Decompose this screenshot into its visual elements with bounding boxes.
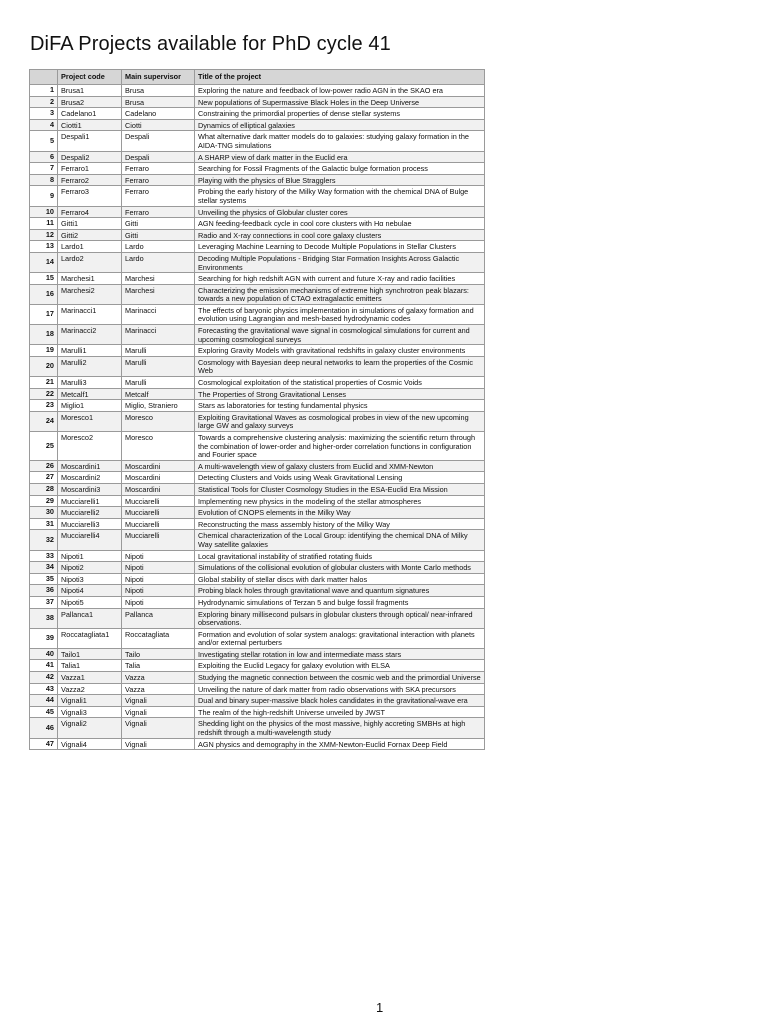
row-number: 30 <box>30 507 58 519</box>
project-title: A multi-wavelength view of galaxy clusters from Euclid and XMM-Newton <box>195 460 485 472</box>
project-code: Mucciarelli4 <box>58 530 122 550</box>
project-code: Lardo2 <box>58 252 122 272</box>
project-code: Nipoti5 <box>58 596 122 608</box>
table-row <box>30 388 485 400</box>
table-row <box>30 411 485 431</box>
project-title: Decoding Multiple Populations - Bridging Star Formation Insights Across Galactic Environments <box>195 252 485 272</box>
table-row <box>30 252 485 272</box>
project-code: Metcalf1 <box>58 388 122 400</box>
main-supervisor: Ferraro <box>122 206 195 218</box>
row-number: 12 <box>30 229 58 241</box>
project-title: Evolution of CNOPS elements in the Milky Way <box>195 507 485 519</box>
table-row <box>30 304 485 324</box>
project-code: Marchesi2 <box>58 284 122 304</box>
project-code: Nipoti2 <box>58 562 122 574</box>
row-number: 45 <box>30 706 58 718</box>
row-number: 18 <box>30 325 58 345</box>
project-title: AGN physics and demography in the XMM-Newton-Euclid Fornax Deep Field <box>195 738 485 750</box>
row-number: 42 <box>30 672 58 684</box>
project-code: Vignali2 <box>58 718 122 738</box>
project-code: Mucciarelli1 <box>58 495 122 507</box>
project-title: AGN feeding-feedback cycle in cool core clusters with Hα nebulae <box>195 218 485 230</box>
table-row <box>30 460 485 472</box>
project-code: Marulli3 <box>58 377 122 389</box>
row-number: 24 <box>30 411 58 431</box>
project-code: Vignali1 <box>58 695 122 707</box>
project-code: Ciotti1 <box>58 119 122 131</box>
project-code: Nipoti4 <box>58 585 122 597</box>
table-row <box>30 648 485 660</box>
row-number: 8 <box>30 174 58 186</box>
table-row <box>30 738 485 750</box>
table-row <box>30 377 485 389</box>
main-supervisor: Mucciarelli <box>122 530 195 550</box>
project-code: Brusa1 <box>58 85 122 97</box>
table-row <box>30 628 485 648</box>
table-row <box>30 241 485 253</box>
project-title: Cosmology with Bayesian deep neural networks to learn the properties of the Cosmic Web <box>195 356 485 376</box>
header-main-supervisor: Main supervisor <box>122 70 195 85</box>
row-number: 32 <box>30 530 58 550</box>
row-number: 11 <box>30 218 58 230</box>
project-code: Vignali3 <box>58 706 122 718</box>
project-code: Mucciarelli2 <box>58 507 122 519</box>
table-row <box>30 585 485 597</box>
project-title: Unveiling the physics of Globular cluster cores <box>195 206 485 218</box>
table-row <box>30 672 485 684</box>
table-row <box>30 608 485 628</box>
main-supervisor: Brusa <box>122 96 195 108</box>
project-title: Hydrodynamic simulations of Terzan 5 and bulge fossil fragments <box>195 596 485 608</box>
project-title: Statistical Tools for Cluster Cosmology Studies in the ESA-Euclid Era Mission <box>195 483 485 495</box>
row-number: 16 <box>30 284 58 304</box>
main-supervisor: Nipoti <box>122 596 195 608</box>
project-code: Talia1 <box>58 660 122 672</box>
row-number: 41 <box>30 660 58 672</box>
project-code: Moresco2 <box>58 432 122 461</box>
row-number: 4 <box>30 119 58 131</box>
project-title: Global stability of stellar discs with dark matter halos <box>195 573 485 585</box>
table-row <box>30 530 485 550</box>
row-number: 13 <box>30 241 58 253</box>
main-supervisor: Nipoti <box>122 573 195 585</box>
main-supervisor: Mucciarelli <box>122 518 195 530</box>
project-code: Marinacci1 <box>58 304 122 324</box>
project-code: Ferraro1 <box>58 163 122 175</box>
main-supervisor: Pallanca <box>122 608 195 628</box>
table-row <box>30 718 485 738</box>
table-row <box>30 206 485 218</box>
project-code: Moresco1 <box>58 411 122 431</box>
table-row <box>30 356 485 376</box>
project-code: Pallanca1 <box>58 608 122 628</box>
project-title: Dynamics of elliptical galaxies <box>195 119 485 131</box>
table-row <box>30 85 485 97</box>
page-title: DiFA Projects available for PhD cycle 41 <box>30 33 391 55</box>
main-supervisor: Vignali <box>122 718 195 738</box>
project-title: Chemical characterization of the Local Group: identifying the chemical DNA of Milky Way satellite galaxies <box>195 530 485 550</box>
row-number: 35 <box>30 573 58 585</box>
table-row <box>30 495 485 507</box>
main-supervisor: Gitti <box>122 229 195 241</box>
table-row <box>30 163 485 175</box>
table-row <box>30 660 485 672</box>
header-number <box>30 70 58 85</box>
row-number: 5 <box>30 131 58 151</box>
main-supervisor: Miglio, Straniero <box>122 400 195 412</box>
project-code: Ferraro3 <box>58 186 122 206</box>
main-supervisor: Marulli <box>122 345 195 357</box>
project-code: Ferraro4 <box>58 206 122 218</box>
row-number: 29 <box>30 495 58 507</box>
main-supervisor: Marulli <box>122 377 195 389</box>
main-supervisor: Vazza <box>122 683 195 695</box>
main-supervisor: Roccatagliata <box>122 628 195 648</box>
main-supervisor: Ferraro <box>122 174 195 186</box>
row-number: 17 <box>30 304 58 324</box>
row-number: 39 <box>30 628 58 648</box>
table-row <box>30 483 485 495</box>
project-code: Ferraro2 <box>58 174 122 186</box>
project-code: Marulli2 <box>58 356 122 376</box>
row-number: 40 <box>30 648 58 660</box>
main-supervisor: Cadelano <box>122 108 195 120</box>
project-code: Cadelano1 <box>58 108 122 120</box>
table-row <box>30 706 485 718</box>
row-number: 19 <box>30 345 58 357</box>
project-title: Stars as laboratories for testing fundamental physics <box>195 400 485 412</box>
row-number: 7 <box>30 163 58 175</box>
project-title: Unveiling the nature of dark matter from radio observations with SKA precursors <box>195 683 485 695</box>
project-title: Investigating stellar rotation in low and intermediate mass stars <box>195 648 485 660</box>
main-supervisor: Gitti <box>122 218 195 230</box>
row-number: 1 <box>30 85 58 97</box>
project-title: Detecting Clusters and Voids using Weak Gravitational Lensing <box>195 472 485 484</box>
table-header-row <box>30 70 485 85</box>
project-title: Playing with the physics of Blue Stragglers <box>195 174 485 186</box>
project-code: Moscardini3 <box>58 483 122 495</box>
project-title: Exploring the nature and feedback of low-power radio AGN in the SKAO era <box>195 85 485 97</box>
main-supervisor: Marinacci <box>122 325 195 345</box>
table-row <box>30 131 485 151</box>
project-code: Moscardini2 <box>58 472 122 484</box>
table-row <box>30 518 485 530</box>
row-number: 33 <box>30 550 58 562</box>
project-code: Mucciarelli3 <box>58 518 122 530</box>
project-code: Moscardini1 <box>58 460 122 472</box>
header-title: Title of the project <box>195 70 485 85</box>
project-code: Brusa2 <box>58 96 122 108</box>
table-row <box>30 186 485 206</box>
row-number: 14 <box>30 252 58 272</box>
project-code: Nipoti3 <box>58 573 122 585</box>
project-title: Formation and evolution of solar system analogs: gravitational interaction with planets and/or external perturbers <box>195 628 485 648</box>
main-supervisor: Mucciarelli <box>122 495 195 507</box>
table-row <box>30 550 485 562</box>
project-code: Marchesi1 <box>58 273 122 285</box>
table-row <box>30 573 485 585</box>
project-title: Towards a comprehensive clustering analysis: maximizing the scientific return through the combination of lower-order and higher-order correlation functions in configuration and Fourier space <box>195 432 485 461</box>
main-supervisor: Nipoti <box>122 585 195 597</box>
main-supervisor: Marulli <box>122 356 195 376</box>
row-number: 25 <box>30 432 58 461</box>
project-title: Exploiting the Euclid Legacy for galaxy evolution with ELSA <box>195 660 485 672</box>
project-code: Vignali4 <box>58 738 122 750</box>
table-row <box>30 400 485 412</box>
main-supervisor: Mucciarelli <box>122 507 195 519</box>
project-title: Exploiting Gravitational Waves as cosmological probes in view of the new upcoming large GW and galaxy surveys <box>195 411 485 431</box>
row-number: 9 <box>30 186 58 206</box>
row-number: 21 <box>30 377 58 389</box>
project-title: Forecasting the gravitational wave signal in cosmological simulations for current and upcoming cosmological surveys <box>195 325 485 345</box>
main-supervisor: Moscardini <box>122 483 195 495</box>
project-code: Vazza2 <box>58 683 122 695</box>
main-supervisor: Nipoti <box>122 562 195 574</box>
main-supervisor: Ciotti <box>122 119 195 131</box>
project-title: Exploring binary millisecond pulsars in globular clusters through optical/ near-infrared observations. <box>195 608 485 628</box>
project-code: Tailo1 <box>58 648 122 660</box>
row-number: 38 <box>30 608 58 628</box>
project-title: The realm of the high-redshift Universe unveiled by JWST <box>195 706 485 718</box>
table-row <box>30 596 485 608</box>
project-title: Implementing new physics in the modeling of the stellar atmospheres <box>195 495 485 507</box>
project-title: Shedding light on the physics of the most massive, highly accreting SMBHs at high redshift through a multi-wavelength study <box>195 718 485 738</box>
row-number: 2 <box>30 96 58 108</box>
header-project-code: Project code <box>58 70 122 85</box>
main-supervisor: Moresco <box>122 432 195 461</box>
row-number: 20 <box>30 356 58 376</box>
row-number: 34 <box>30 562 58 574</box>
project-code: Gitti2 <box>58 229 122 241</box>
main-supervisor: Marinacci <box>122 304 195 324</box>
main-supervisor: Moresco <box>122 411 195 431</box>
project-title: Searching for Fossil Fragments of the Galactic bulge formation process <box>195 163 485 175</box>
project-code: Gitti1 <box>58 218 122 230</box>
row-number: 28 <box>30 483 58 495</box>
row-number: 10 <box>30 206 58 218</box>
row-number: 47 <box>30 738 58 750</box>
main-supervisor: Ferraro <box>122 163 195 175</box>
project-title: Constraining the primordial properties of dense stellar systems <box>195 108 485 120</box>
project-code: Roccatagliata1 <box>58 628 122 648</box>
page-number: 1 <box>376 1000 384 1015</box>
main-supervisor: Vazza <box>122 672 195 684</box>
main-supervisor: Tailo <box>122 648 195 660</box>
project-title: The effects of baryonic physics implementation in simulations of galaxy formation and evolution using Lagrangian and mesh-based hydrodynamic codes <box>195 304 485 324</box>
project-code: Despali1 <box>58 131 122 151</box>
table-row <box>30 683 485 695</box>
project-title: The Properties of Strong Gravitational Lenses <box>195 388 485 400</box>
row-number: 44 <box>30 695 58 707</box>
table-row <box>30 108 485 120</box>
main-supervisor: Marchesi <box>122 273 195 285</box>
project-code: Despali2 <box>58 151 122 163</box>
row-number: 37 <box>30 596 58 608</box>
project-title: Probing the early history of the Milky Way formation with the chemical DNA of Bulge stellar systems <box>195 186 485 206</box>
row-number: 26 <box>30 460 58 472</box>
project-title: Exploring Gravity Models with gravitational redshifts in galaxy cluster environments <box>195 345 485 357</box>
project-code: Marulli1 <box>58 345 122 357</box>
table-row <box>30 273 485 285</box>
main-supervisor: Brusa <box>122 85 195 97</box>
main-supervisor: Nipoti <box>122 550 195 562</box>
project-title: Simulations of the collisional evolution of globular clusters with Monte Carlo methods <box>195 562 485 574</box>
row-number: 36 <box>30 585 58 597</box>
project-title: Leveraging Machine Learning to Decode Multiple Populations in Stellar Clusters <box>195 241 485 253</box>
main-supervisor: Vignali <box>122 738 195 750</box>
row-number: 6 <box>30 151 58 163</box>
main-supervisor: Vignali <box>122 706 195 718</box>
project-title: Local gravitational instability of stratified rotating fluids <box>195 550 485 562</box>
main-supervisor: Vignali <box>122 695 195 707</box>
row-number: 46 <box>30 718 58 738</box>
project-title: What alternative dark matter models do to galaxies: studying galaxy formation in the AIDA-TNG simulations <box>195 131 485 151</box>
row-number: 3 <box>30 108 58 120</box>
main-supervisor: Lardo <box>122 241 195 253</box>
project-code: Lardo1 <box>58 241 122 253</box>
table-row <box>30 325 485 345</box>
table-row <box>30 345 485 357</box>
main-supervisor: Despali <box>122 131 195 151</box>
project-title: Radio and X-ray connections in cool core galaxy clusters <box>195 229 485 241</box>
project-code: Vazza1 <box>58 672 122 684</box>
main-supervisor: Moscardini <box>122 460 195 472</box>
row-number: 31 <box>30 518 58 530</box>
table-row <box>30 174 485 186</box>
table-row <box>30 472 485 484</box>
project-code: Marinacci2 <box>58 325 122 345</box>
project-code: Nipoti1 <box>58 550 122 562</box>
project-title: Reconstructing the mass assembly history of the Milky Way <box>195 518 485 530</box>
projects-table <box>29 69 485 750</box>
row-number: 15 <box>30 273 58 285</box>
main-supervisor: Ferraro <box>122 186 195 206</box>
project-title: Characterizing the emission mechanisms of extreme high synchrotron peak blazars: towards a new population of CTAO extragalactic emitters <box>195 284 485 304</box>
table-row <box>30 284 485 304</box>
table-row <box>30 432 485 461</box>
main-supervisor: Lardo <box>122 252 195 272</box>
row-number: 43 <box>30 683 58 695</box>
table-row <box>30 119 485 131</box>
table-row <box>30 507 485 519</box>
project-title: New populations of Supermassive Black Holes in the Deep Universe <box>195 96 485 108</box>
project-code: Miglio1 <box>58 400 122 412</box>
project-title: Dual and binary super-massive black holes candidates in the gravitational-wave era <box>195 695 485 707</box>
table-row <box>30 695 485 707</box>
table-row <box>30 96 485 108</box>
main-supervisor: Metcalf <box>122 388 195 400</box>
project-title: Cosmological exploitation of the statistical properties of Cosmic Voids <box>195 377 485 389</box>
table-row <box>30 229 485 241</box>
main-supervisor: Despali <box>122 151 195 163</box>
project-title: Searching for high redshift AGN with current and future X-ray and radio facilities <box>195 273 485 285</box>
project-title: Probing black holes through gravitational wave and quantum signatures <box>195 585 485 597</box>
table-row <box>30 151 485 163</box>
table-row <box>30 562 485 574</box>
row-number: 22 <box>30 388 58 400</box>
table-row <box>30 218 485 230</box>
row-number: 23 <box>30 400 58 412</box>
main-supervisor: Marchesi <box>122 284 195 304</box>
project-title: A SHARP view of dark matter in the Euclid era <box>195 151 485 163</box>
project-title: Studying the magnetic connection between the cosmic web and the primordial Universe <box>195 672 485 684</box>
row-number: 27 <box>30 472 58 484</box>
main-supervisor: Moscardini <box>122 472 195 484</box>
main-supervisor: Talia <box>122 660 195 672</box>
